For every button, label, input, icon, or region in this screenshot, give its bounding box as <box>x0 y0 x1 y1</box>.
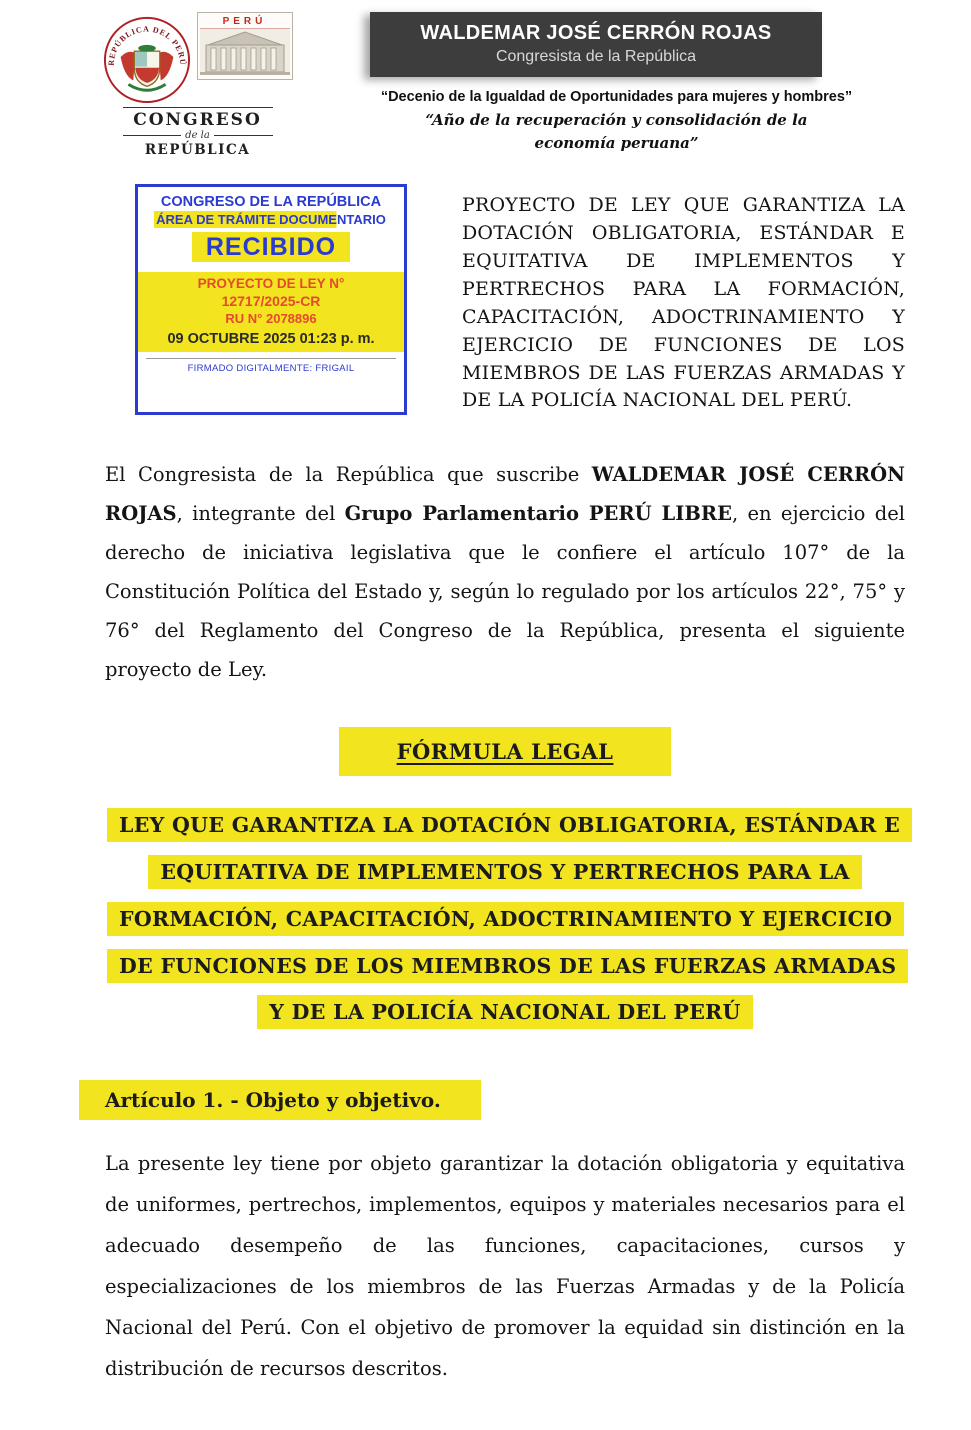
congressman-banner <box>370 12 822 77</box>
intro-congressman-name: WALDEMAR JOSÉ CERRÓN ROJAS <box>105 463 905 526</box>
congressman-title: Congresista de la República <box>495 48 697 65</box>
divider <box>214 135 273 136</box>
stamp-project-label: PROYECTO DE LEY N° <box>197 276 345 291</box>
stamp-received-line <box>144 233 398 262</box>
formula-legal-section <box>105 727 905 776</box>
intro-party-name: Grupo Parlamentario PERÚ LIBRE <box>344 502 732 526</box>
stamp-and-summary <box>105 184 905 415</box>
anio-quote: “Año de la recuperación y consolidación de la economía peruana” <box>425 111 808 152</box>
stamp-received-text: RECIBIDO <box>192 232 350 262</box>
intro-part3: , en ejercicio del derecho de iniciativa legislativa que le confiere el artículo 107° de la Constitución Política del Estado y, según lo regulado por los artículos 22°, 75° y 76° del Reglamento del Congreso de la República, presenta el siguiente proyecto de Ley. <box>105 502 906 682</box>
divider <box>123 135 182 136</box>
congress-building-icon <box>197 12 293 80</box>
stamp-ru-number: RU N° 2078896 <box>225 311 317 326</box>
congressman-name: WALDEMAR JOSÉ CERRÓN ROJAS <box>420 22 772 44</box>
law-title: LEY QUE GARANTIZA LA DOTACIÓN OBLIGATORIA, ESTÁNDAR E EQUITATIVA DE IMPLEMENTOS Y PERTRECHOS PARA LA FORMACIÓN, CAPACITACIÓN, ADOCTRINAMIENTO Y EJERCICIO DE FUNCIONES DE LOS MIEMBROS DE LAS FUERZAS ARMADAS Y DE LA POLICÍA NACIONAL DEL PERÚ <box>107 808 912 1029</box>
seal-text: REPÚBLICA DEL PERÚ <box>106 24 187 67</box>
de-la-text: de la <box>185 130 210 141</box>
congreso-text: CONGRESO <box>133 110 262 130</box>
intro-part1: El Congresista de la República que suscribe <box>105 463 592 487</box>
intro-paragraph <box>105 455 905 689</box>
letterhead <box>85 12 905 158</box>
stamp-datetime: 09 OCTUBRE 2025 01:23 p. m. <box>167 331 375 347</box>
peru-coat-of-arms-icon <box>103 12 191 104</box>
article-1-heading-wrap <box>105 1080 905 1120</box>
stamp-area-text: ÁREA DE TRÁMITE DOCUMENTARIO <box>156 212 386 227</box>
decenio-quote: “Decenio de la Igualdad de Oportunidades para mujeres y hombres” <box>380 89 853 105</box>
stamp-divider <box>146 358 396 359</box>
peru-label: PERÚ <box>200 15 290 29</box>
law-title-section <box>107 802 903 1036</box>
header-right <box>328 12 905 154</box>
article-1-body: La presente ley tiene por objeto garantizar la dotación obligatoria y equitativa de uniformes, pertrechos, implementos, equipos y materiales necesarios para el adecuado desempeño de las funciones, capacitaciones, cursos y especializaciones de los miembros de las Fuerzas Armadas y de la Policía Nacional del Perú. Con el objetivo de promover la equidad sin distinción en la distribución de recursos descritos. <box>105 1152 905 1380</box>
article-1-heading: Artículo 1. - Objeto y objetivo. <box>79 1080 481 1120</box>
stamp-project-number: 12717/2025-CR <box>221 293 321 309</box>
republica-text: REPÚBLICA <box>144 142 251 158</box>
stamp-signed-line: FIRMADO DIGITALMENTE: FRIGAIL <box>187 363 355 374</box>
logo-images <box>85 12 310 104</box>
intro-part2: , integrante del <box>176 502 345 526</box>
divider <box>123 107 273 108</box>
de-la-row <box>123 130 273 141</box>
formula-legal-heading: FÓRMULA LEGAL <box>339 727 672 776</box>
stamp-area-line <box>144 212 398 227</box>
congress-wordmark <box>123 107 273 158</box>
building-drawing <box>200 29 290 75</box>
reception-stamp <box>135 184 407 415</box>
stamp-org-line: CONGRESO DE LA REPÚBLICA <box>160 194 382 210</box>
stamp-highlight-band <box>138 272 404 352</box>
bill-summary-paragraph: PROYECTO DE LEY QUE GARANTIZA LA DOTACIÓN OBLIGATORIA, ESTÁNDAR E EQUITATIVA DE IMPLEMENTOS Y PERTRECHOS PARA LA FORMACIÓN, CAPACITACIÓN, ADOCTRINAMIENTO Y EJERCICIO DE FUNCIONES DE LOS MIEMBROS DE LAS FUERZAS ARMADAS Y DE LA POLICÍA NACIONAL DEL PERÚ. <box>462 194 905 412</box>
congress-logo <box>85 12 310 158</box>
